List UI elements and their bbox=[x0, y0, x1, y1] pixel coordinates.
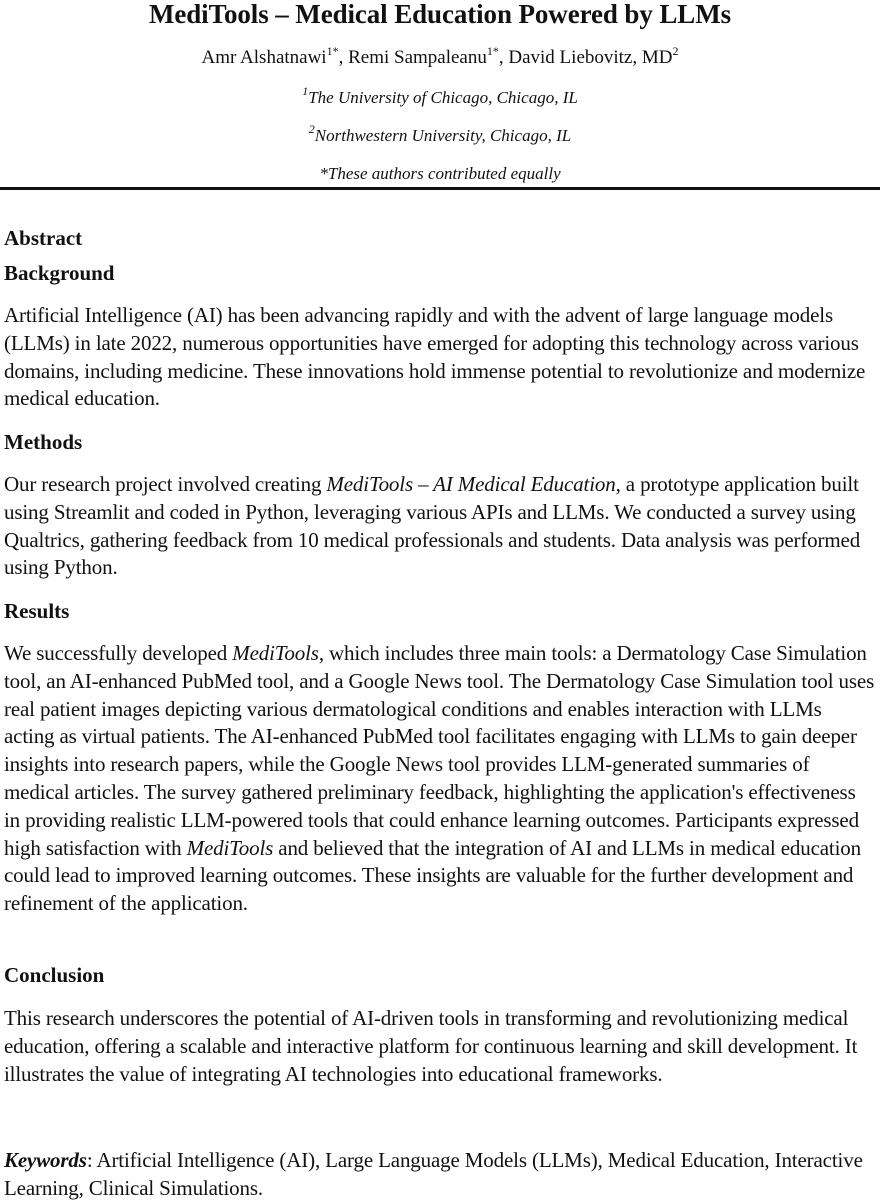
equal-contribution-note bbox=[0, 163, 880, 185]
author-affiliation-marker: 1* bbox=[326, 43, 339, 58]
methods-text: Our research project involved creating bbox=[4, 472, 327, 496]
author-separator: , bbox=[498, 47, 509, 68]
methods-heading: Methods bbox=[4, 430, 83, 454]
header-divider bbox=[0, 187, 880, 190]
author-affiliation-marker: 1* bbox=[486, 43, 499, 58]
author-name: David Liebovitz, MD bbox=[508, 47, 673, 68]
conclusion-paragraph: This research underscores the potential of AI-driven tools in transforming and revolutionizing medical education, offering a scalable and interactive platform for continuous learning and skill development. It illustrates the value of integrating AI technologies into educational frameworks. bbox=[4, 1006, 858, 1086]
affiliation-text: The University of Chicago, Chicago, IL bbox=[308, 88, 578, 107]
results-heading: Results bbox=[4, 599, 70, 623]
author-name: Amr Alshatnawi bbox=[201, 47, 327, 68]
author-affiliation-marker: 2 bbox=[672, 43, 679, 58]
author-name: Remi Sampaleanu bbox=[348, 47, 487, 68]
affiliation-marker: 1 bbox=[302, 84, 309, 99]
conclusion-heading: Conclusion bbox=[4, 963, 105, 987]
app-name-emphasis: MediTools bbox=[232, 641, 319, 665]
affiliation bbox=[0, 84, 880, 109]
app-name-emphasis: MediTools – AI Medical Education bbox=[326, 472, 616, 496]
keywords-text: : Artificial Intelligence (AI), Large Language Models (LLMs), Medical Education, Interactive Learning, Clinical Simulations. bbox=[4, 1148, 863, 1200]
keywords-line bbox=[4, 1147, 876, 1203]
affiliation bbox=[0, 122, 880, 147]
author-separator: , bbox=[338, 47, 349, 68]
methods-text: , a prototype application built using Streamlit and coded in Python, leveraging various APIs and LLMs. We conducted a survey using Qualtrics, gathering feedback from 10 medical professionals and students. Data analysis was performed using Python. bbox=[4, 472, 861, 580]
background-paragraph: Artificial Intelligence (AI) has been advancing rapidly and with the advent of large language models (LLMs) in late 2022, numerous opportunities have emerged for adopting this technology across various domains, including medicine. These innovations hold immense potential to revolutionize and modernize medical education. bbox=[4, 303, 866, 411]
app-name-emphasis: MediTools bbox=[186, 835, 274, 860]
results-text: We successfully developed bbox=[4, 641, 233, 665]
keywords-label: Keywords bbox=[4, 1148, 87, 1172]
methods-paragraph bbox=[4, 471, 876, 582]
affiliation-marker: 2 bbox=[308, 122, 315, 137]
author-list bbox=[0, 43, 880, 70]
paper-title: MediTools – Medical Education Powered by LLMs bbox=[148, 0, 732, 29]
results-paragraph bbox=[4, 640, 876, 918]
results-text: , which includes three main tools: a Dermatology Case Simulation tool, an AI-enhanced PubMed tool, and a Google News tool. The Dermatology Case Simulation tool uses real patient images depicting various dermatological conditions and enables interaction with LLMs acting as virtual patients. The AI-enhanced PubMed tool facilitates engaging with LLMs to gain deeper insights into research papers, while the Google News tool provides LLM-generated summaries of medical articles. The survey gathered preliminary feedback, highlighting the application's effectiveness in providing realistic LLM-powered tools that could enhance learning outcomes. Participants expressed high satisfaction with bbox=[4, 641, 875, 860]
abstract-heading: Abstract bbox=[4, 226, 83, 250]
background-heading: Background bbox=[4, 261, 115, 285]
affiliation-text: *These authors contributed equally bbox=[319, 164, 561, 183]
results-text: and believed that the integration of AI and LLMs in medical education could lead to improved learning outcomes. These insights are valuable for the further development and refinement of the application. bbox=[4, 835, 861, 916]
affiliation-text: Northwestern University, Chicago, IL bbox=[314, 126, 572, 145]
